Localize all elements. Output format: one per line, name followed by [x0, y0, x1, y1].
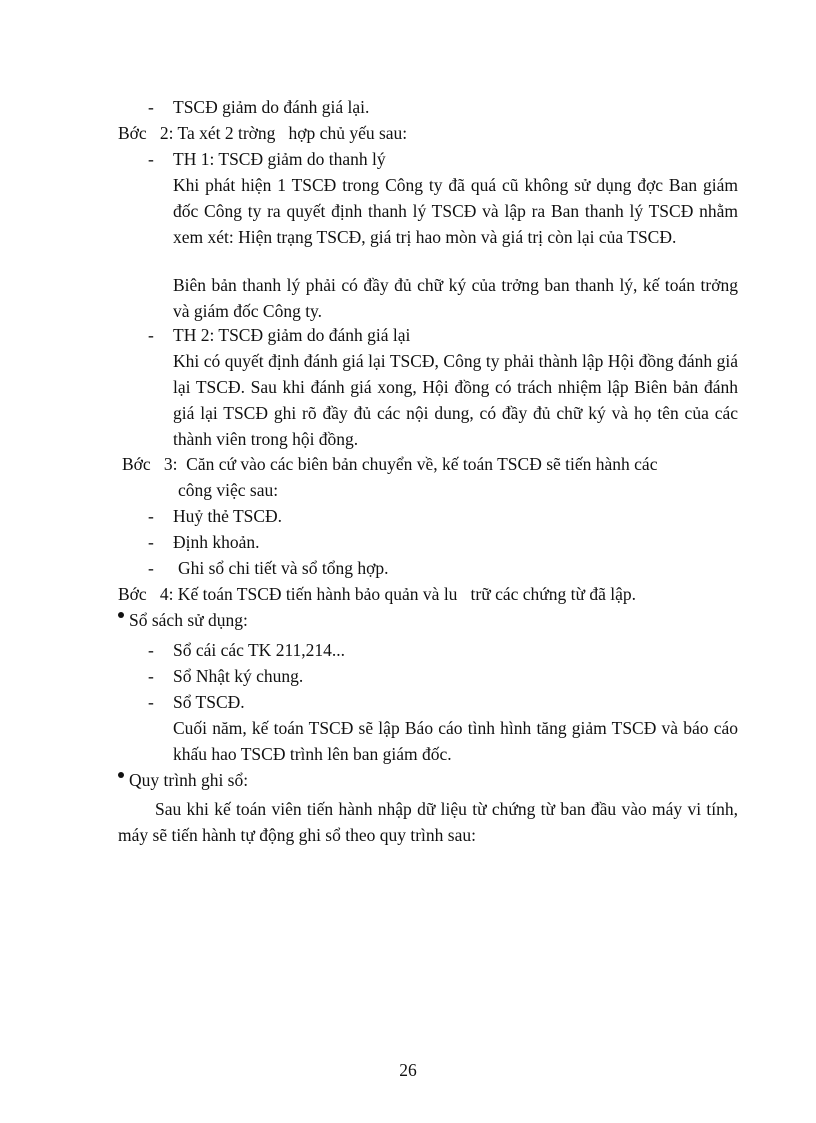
recording-process-paragraph: Sau khi kế toán viên tiến hành nhập dữ liệu từ chứng từ ban đầu vào máy vi tính, máy sẽ tiến hành tự động ghi sổ theo quy trình sau:	[118, 799, 738, 845]
dash-marker: -	[148, 97, 154, 117]
step-4-heading: Bớc 4: Kế toán TSCĐ tiến hành bảo quản và lu trữ các chứng từ đã lập.	[118, 584, 637, 604]
case-1-paragraph-2: Biên bản thanh lý phải có đầy đủ chữ ký của trởng ban thanh lý, kế toán trởng và giám đốc Công ty.	[173, 275, 738, 321]
books-item: Sổ Nhật ký chung.	[173, 666, 304, 686]
case-2-paragraph: Khi có quyết định đánh giá lại TSCĐ, Công ty phải thành lập Hội đồng đánh giá lại TSCĐ. Sau khi đánh giá xong, Hội đồng có trách nhiệm lập Biên bản đánh giá lại TSCĐ ghi rõ đầy đủ các nội dung, có đầy đủ chữ ký và họ tên của các thành viên trong hội đồng.	[173, 351, 738, 449]
dash-marker: -	[148, 666, 154, 686]
books-item: Sổ TSCĐ.	[173, 692, 245, 712]
books-item: Sổ cái các TK 211,214...	[173, 640, 346, 660]
year-end-paragraph: Cuối năm, kế toán TSCĐ sẽ lập Báo cáo tình hình tăng giảm TSCĐ và báo cáo khấu hao TSCĐ trình lên ban giám đốc.	[173, 718, 738, 764]
step-3-heading-cont: công việc sau:	[178, 480, 279, 500]
case-2-title: TH 2: TSCĐ giảm do đánh giá lại	[173, 325, 411, 345]
step-3-item: Định khoản.	[173, 532, 260, 552]
step-3-item: Huỷ thẻ TSCĐ.	[173, 506, 283, 526]
bullet-dot-icon	[118, 772, 124, 778]
bullet-dot-icon	[118, 612, 124, 618]
dash-marker: -	[148, 149, 154, 169]
dash-marker: -	[148, 325, 154, 345]
dash-marker: -	[148, 640, 154, 660]
dash-marker: -	[148, 692, 154, 712]
case-1-title: TH 1: TSCĐ giảm do thanh lý	[173, 149, 386, 169]
step-2-heading: Bớc 2: Ta xét 2 trờng hợp chủ yếu sau:	[118, 123, 408, 143]
dash-marker: -	[148, 558, 154, 578]
step-3-heading: Bớc 3: Căn cứ vào các biên bản chuyển về, kế toán TSCĐ sẽ tiến hành các	[122, 454, 658, 474]
case-1-paragraph-1: Khi phát hiện 1 TSCĐ trong Công ty đã quá cũ không sử dụng đợc Ban giám đốc Công ty ra quyết định thanh lý TSCĐ và lập ra Ban thanh lý TSCĐ nhằm xem xét: Hiện trạng TSCĐ, giá trị hao mòn và giá trị còn lại của TSCĐ.	[173, 175, 738, 247]
page-number: 26	[399, 1060, 417, 1080]
books-used-heading: Sổ sách sử dụng:	[129, 610, 248, 630]
dash-marker: -	[148, 506, 154, 526]
recording-process-heading: Quy trình ghi sổ:	[129, 770, 249, 790]
line-tscd-giam-danh-gia: TSCĐ giảm do đánh giá lại.	[173, 97, 370, 117]
dash-marker: -	[148, 532, 154, 552]
step-3-item: Ghi sổ chi tiết và sổ tổng hợp.	[178, 558, 389, 578]
